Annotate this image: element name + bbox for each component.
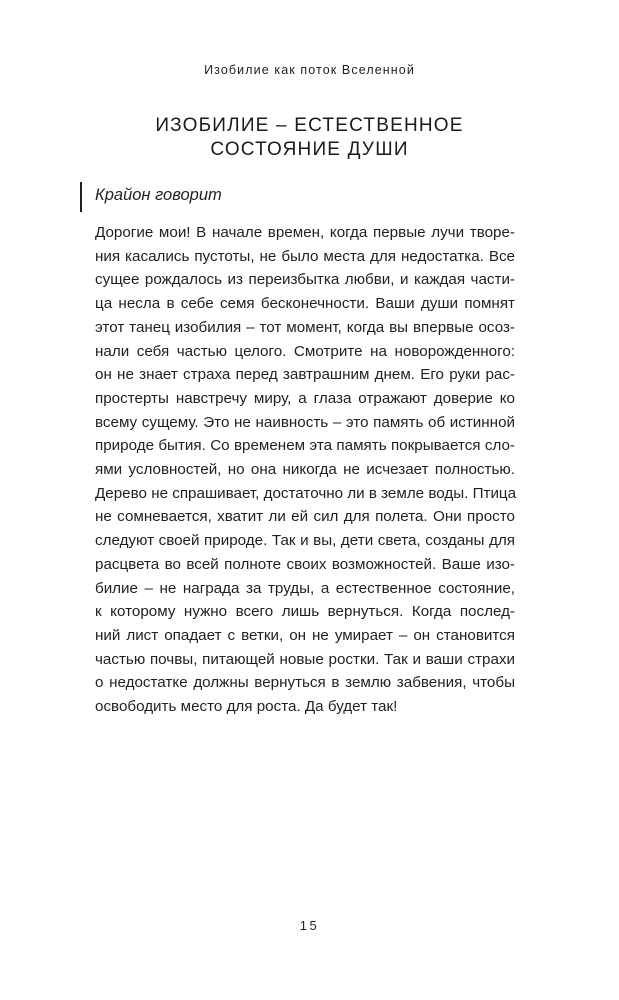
chapter-title-line-1: ИЗОБИЛИЕ – ЕСТЕСТВЕННОЕ [155,115,464,136]
chapter-title-line-2: СОСТОЯНИЕ ДУШИ [210,139,409,160]
body-line: расцвета во всей полноте своих возможностей. Ваше изо- [95,555,515,573]
body-line: всему сущему. Это не наивность – это память об истинной [95,413,515,431]
body-line: природе бытия. Со временем эта память покрывается сло- [95,437,515,455]
page-number: 15 [299,918,320,933]
body-line: освободить место для роста. Да будет так! [95,698,398,716]
speaker-divider-bar [80,182,82,212]
body-line: ца несла в себе семя бесконечности. Ваши души помнят [95,295,515,313]
body-line: ний лист опадает с ветки, он не умирает – он становится [95,626,515,644]
body-line: Дорогие мои! В начале времен, когда первые лучи творе- [95,224,515,241]
body-line: к которому нужно всего лишь вернуться. Когда послед- [95,603,515,621]
running-header: Изобилие как поток Вселенной [204,63,415,77]
body-line: билие – не награда за труды, а естественное состояние, [95,579,515,597]
body-line: о недостатке должны вернуться в землю забвения, чтобы [95,674,515,692]
body-line: сущее рождалось из переизбытка любви, и каждая части- [95,271,515,289]
body-line: ния касались пустоты, не было места для недостатка. Все [95,247,515,265]
body-text [95,221,515,719]
speaker-label: Крайон говорит [95,186,222,204]
body-line: Дерево не спрашивает, достаточно ли в земле воды. Птица [95,484,517,502]
body-line: простерты навстречу миру, а глаза отражают доверие ко [95,389,515,407]
chapter-title [0,114,619,162]
body-line: ями условностей, но она никогда не исчезает полностью. [95,461,515,479]
body-line: не сомневается, хватит ли ей сил для полета. Они просто [95,508,515,526]
body-line: частью почвы, питающей новые ростки. Так и ваши страхи [95,650,515,668]
body-line: следуют своей природе. Так и вы, дети света, созданы для [95,532,515,550]
body-line: нали себя частью целого. Смотрите на новорожденного: [95,342,515,360]
body-line: он не знает страха перед завтрашним днем. Его руки рас- [95,366,515,384]
body-line: этот танец изобилия – тот момент, когда вы впервые осоз- [95,318,515,336]
